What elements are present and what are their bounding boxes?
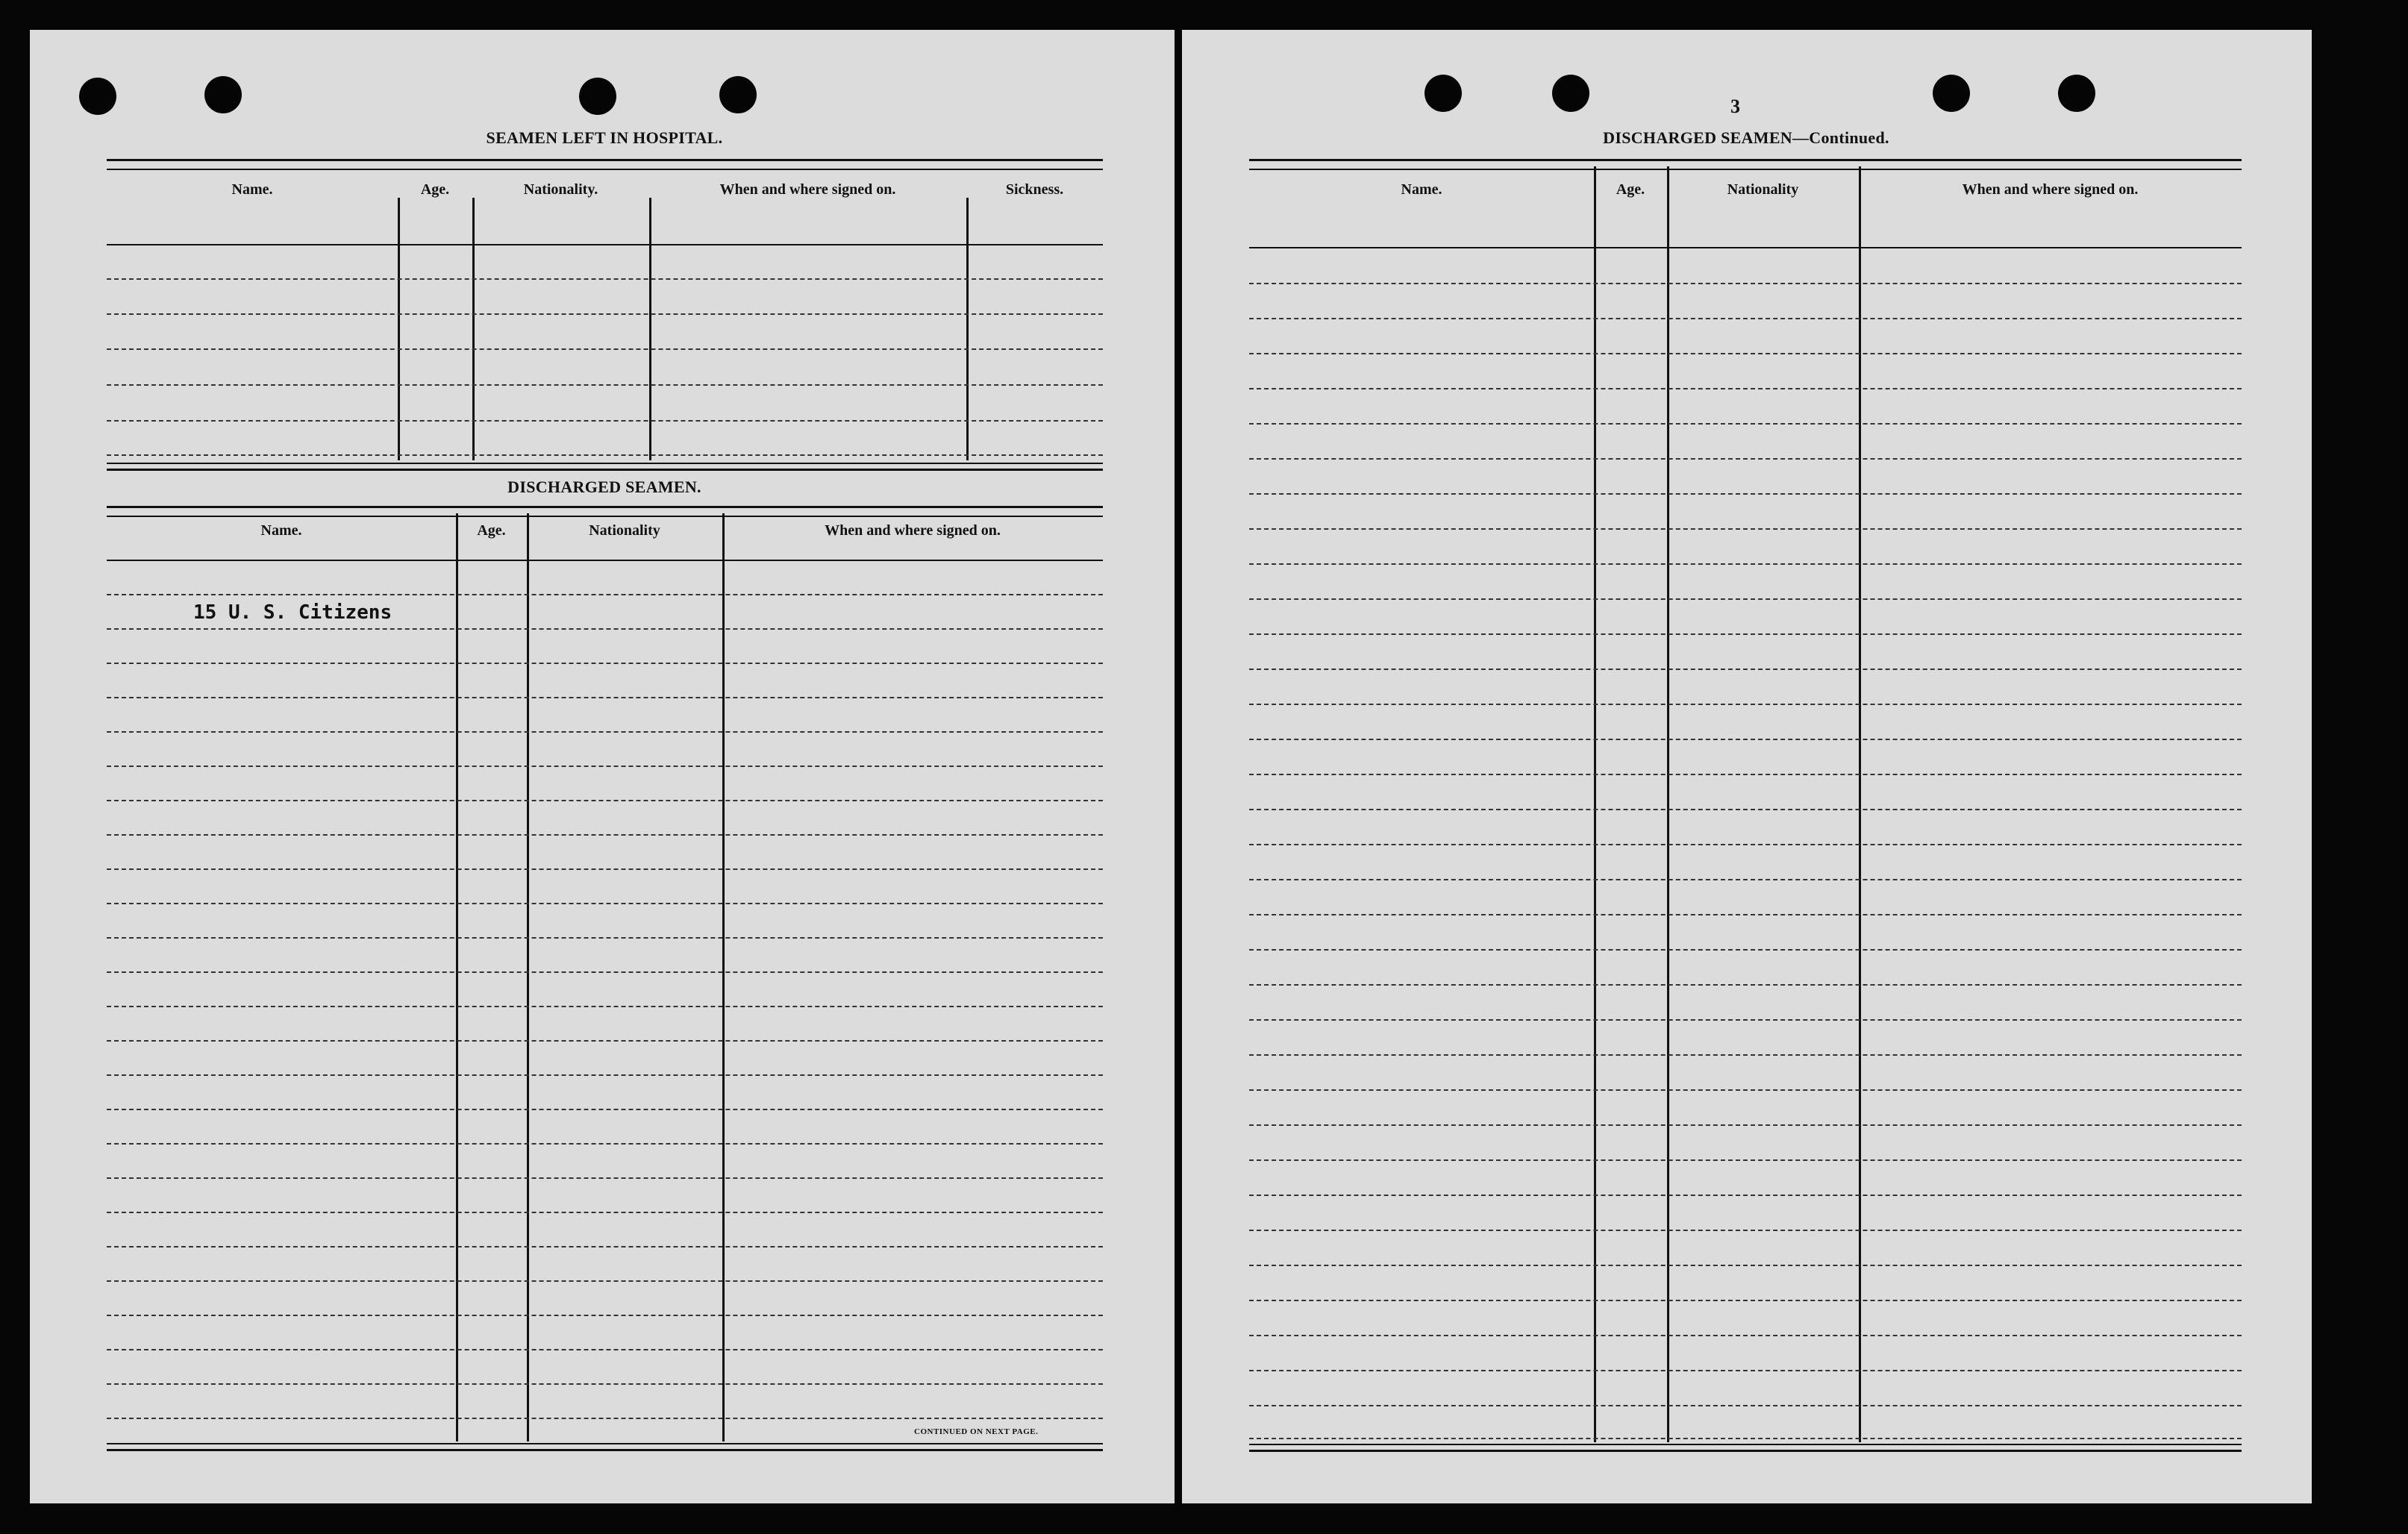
binder-hole <box>1552 75 1589 112</box>
right-col-signed-on: When and where signed on. <box>1962 181 2139 198</box>
continued-note: CONTINUED ON NEXT PAGE. <box>914 1427 1039 1436</box>
hospital-col-nationality: Nationality. <box>523 181 598 198</box>
hospital-col-sickness: Sickness. <box>1005 181 1064 198</box>
binder-hole <box>719 76 757 113</box>
hospital-table <box>107 159 1103 469</box>
binder-hole <box>579 78 616 115</box>
binder-hole <box>79 78 116 115</box>
hospital-section-title: SEAMEN LEFT IN HOSPITAL. <box>486 128 723 147</box>
discharged-continued-table <box>1249 159 2242 1453</box>
discharged-section-title: DISCHARGED SEAMEN. <box>507 478 701 496</box>
discharged-col-name: Name. <box>260 522 302 539</box>
binder-hole <box>1425 75 1462 112</box>
right-page <box>1182 30 2312 1503</box>
right-col-nationality: Nationality <box>1727 181 1799 198</box>
left-page <box>30 30 1175 1503</box>
discharged-col-signed-on: When and where signed on. <box>825 522 1001 539</box>
discharged-row-name: 15 U. S. Citizens <box>193 601 393 624</box>
hospital-col-signed-on: When and where signed on. <box>719 181 896 198</box>
right-col-age: Age. <box>1616 181 1645 198</box>
page-number: 3 <box>1730 96 1740 117</box>
discharged-col-age: Age. <box>477 522 506 539</box>
right-section-title: DISCHARGED SEAMEN—Continued. <box>1603 128 1889 147</box>
discharged-col-nationality: Nationality <box>589 522 660 539</box>
binder-hole <box>1933 75 1970 112</box>
hospital-col-age: Age. <box>420 181 450 198</box>
discharged-table <box>107 506 1103 1453</box>
right-col-name: Name. <box>1401 181 1442 198</box>
binder-hole <box>204 76 242 113</box>
binder-hole <box>2058 75 2095 112</box>
hospital-col-name: Name. <box>231 181 273 198</box>
